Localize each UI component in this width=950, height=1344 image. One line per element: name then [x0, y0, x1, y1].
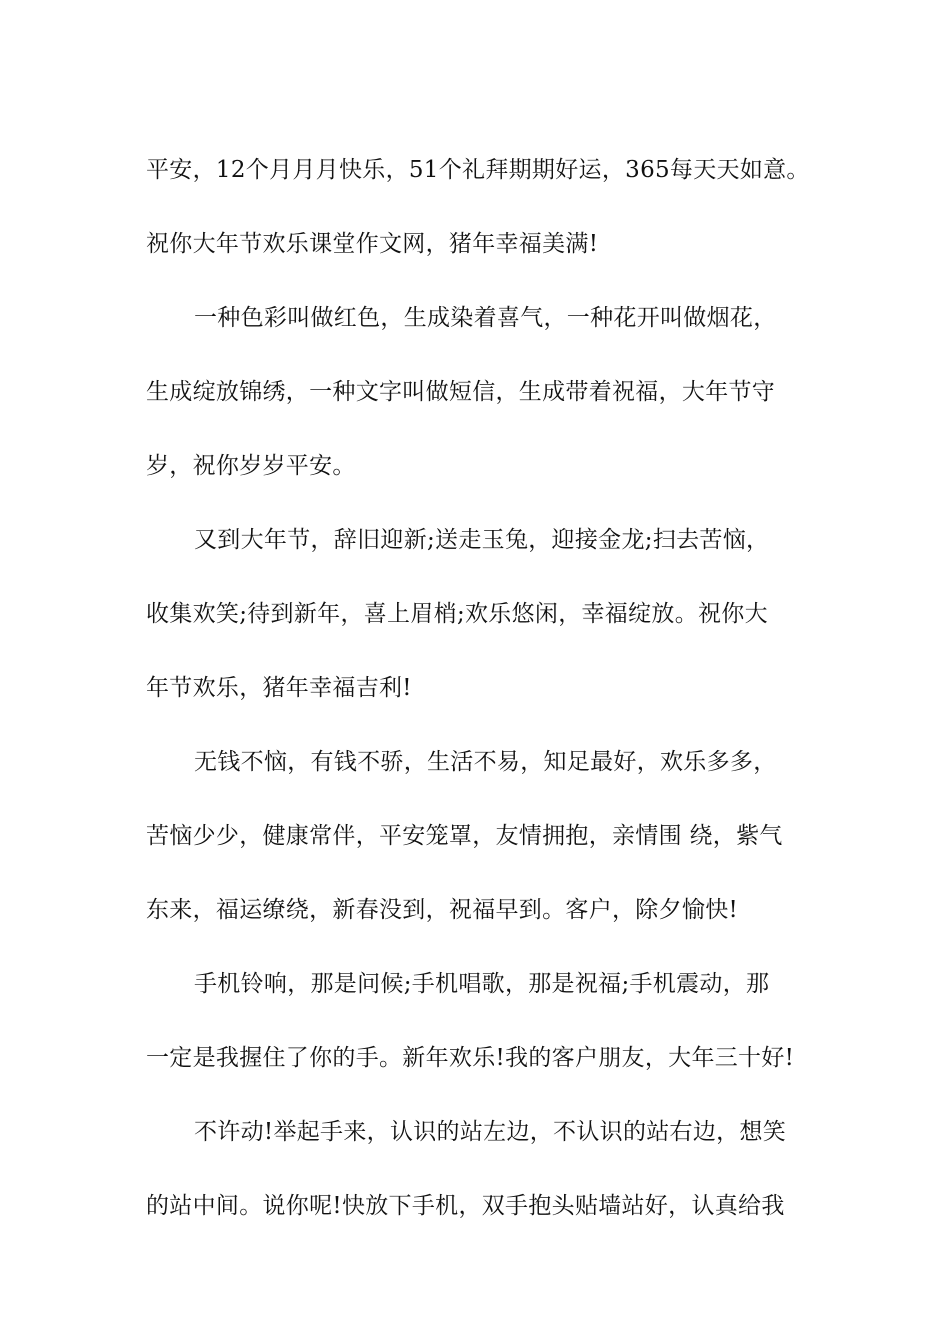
text-line: 无钱不恼，有钱不骄，生活不易，知足最好，欢乐多多，	[194, 749, 777, 775]
document-body	[146, 133, 811, 1243]
paragraph-3	[146, 503, 811, 725]
text-line: 的站中间。说你呢!快放下手机，双手抱头贴墙站好，认真给我	[146, 1193, 785, 1219]
text-line: 一种色彩叫做红色，生成染着喜气，一种花开叫做烟花，	[194, 305, 777, 331]
paragraph-5	[146, 947, 811, 1095]
paragraph-4	[146, 725, 811, 947]
text-line: 手机铃响，那是问候;手机唱歌，那是祝福;手机震动，那	[194, 971, 770, 997]
text-line: 祝你大年节欢乐课堂作文网，猪年幸福美满!	[146, 231, 599, 257]
paragraph-1	[146, 133, 811, 281]
text-line: 苦恼少少，健康常伴，平安笼罩，友情拥抱，亲情围 绕，紫气	[146, 823, 783, 849]
text-line: 年节欢乐，猪年幸福吉利!	[146, 675, 412, 701]
paragraph-6	[146, 1095, 811, 1243]
text-line: 平安，12个月月月快乐，51个礼拜期期好运，365每天天如意。	[146, 157, 810, 183]
paragraph-2	[146, 281, 811, 503]
text-line: 生成绽放锦绣，一种文字叫做短信，生成带着祝福，大年节守	[146, 379, 776, 405]
text-line: 一定是我握住了你的手。新年欢乐!我的客户朋友，大年三十好!	[146, 1045, 795, 1071]
text-line: 又到大年节，辞旧迎新;送走玉兔，迎接金龙;扫去苦恼，	[194, 527, 770, 553]
text-line: 不许动!举起手来，认识的站左边，不认识的站右边，想笑	[194, 1119, 787, 1145]
text-line: 岁，祝你岁岁平安。	[146, 453, 356, 479]
text-line: 收集欢笑;待到新年，喜上眉梢;欢乐悠闲，幸福绽放。祝你大	[146, 601, 768, 627]
text-line: 东来，福运缭绕，新春没到，祝福早到。客户，除夕愉快!	[146, 897, 739, 923]
